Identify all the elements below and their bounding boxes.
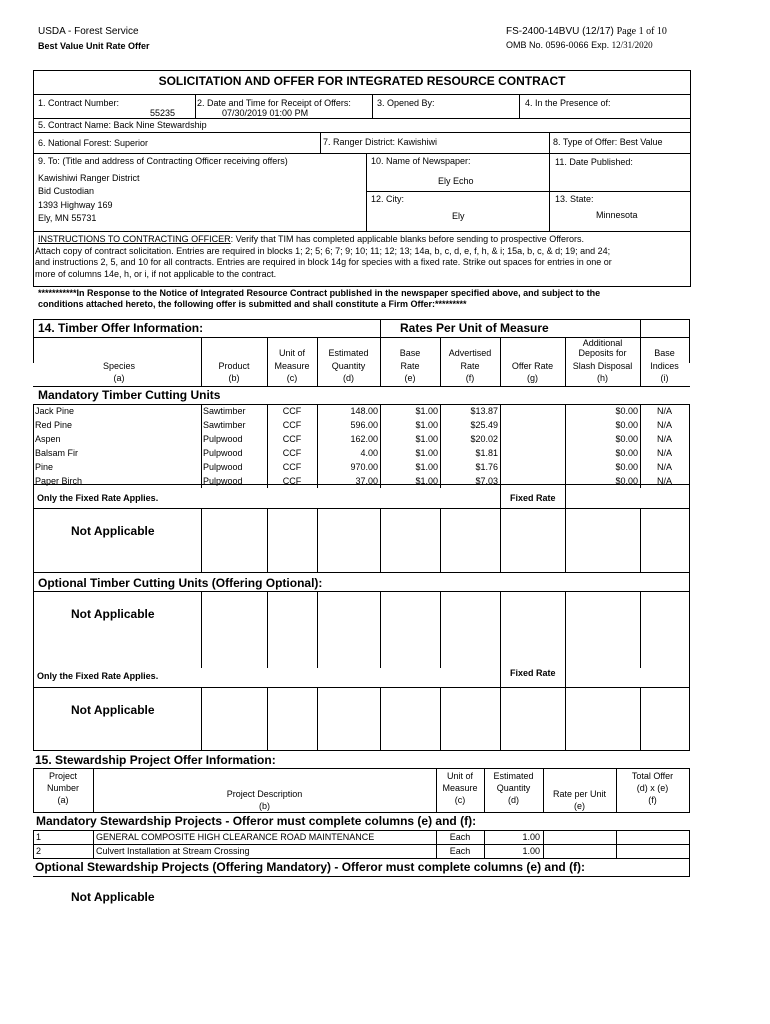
stewardship-col-header-5-l1: Total Offer bbox=[631, 771, 674, 781]
timber-cell: Pulpwood bbox=[203, 462, 243, 472]
timber-cell: N/A bbox=[656, 448, 672, 458]
instructions-line-3: and instructions 2, 5, and 10 for all contracts. Entries are required in block 14g for species with a fixed rate. Strike out spaces for entries in one or bbox=[35, 257, 612, 267]
timber-cell: 148.00 bbox=[350, 406, 378, 416]
timber-cell: $7.03 bbox=[475, 476, 498, 486]
stewardship-col-header-2-l2: Measure bbox=[442, 783, 478, 793]
to-label: 9. To: (Title and address of Contracting Officer receiving offers) bbox=[38, 156, 288, 166]
stewardship-col-header-1-l3: (b) bbox=[259, 801, 270, 811]
stewardship-col-header-1-l2: Project Description bbox=[226, 789, 303, 799]
exp-label: Exp. bbox=[591, 40, 610, 50]
stewardship-cell: GENERAL COMPOSITE HIGH CLEARANCE ROAD MAINTENANCE bbox=[96, 832, 375, 842]
response-line-1: ***********In Response to the Notice of Integrated Resource Contract published in the newspaper specified above, and subject to the bbox=[38, 288, 601, 298]
stewardship-cell: 1.00 bbox=[522, 832, 540, 842]
optional-timber-heading: Optional Timber Cutting Units (Offering Optional): bbox=[38, 576, 323, 590]
timber-cell: CCF bbox=[282, 434, 302, 444]
timber-cell: N/A bbox=[656, 462, 672, 472]
timber-cell: Pulpwood bbox=[203, 476, 243, 486]
timber-cell: $1.00 bbox=[415, 462, 438, 472]
contract-number-label: 1. Contract Number: bbox=[38, 98, 120, 108]
stewardship-col-header-0-l3: (a) bbox=[57, 795, 69, 805]
timber-col-header-0-l2: Species bbox=[102, 361, 136, 371]
mandatory-stewardship-heading: Mandatory Stewardship Projects - Offeror must complete columns (e) and (f): bbox=[36, 814, 477, 828]
presence-label: 4. In the Presence of: bbox=[525, 98, 611, 108]
timber-col-header-8-l1: Base bbox=[654, 348, 675, 358]
timber-cell: N/A bbox=[656, 476, 672, 486]
rates-heading: Rates Per Unit of Measure bbox=[400, 321, 549, 335]
timber-col-header-7-l1: Deposits for bbox=[578, 348, 627, 358]
timber-cell: Pulpwood bbox=[203, 434, 243, 444]
fixed-rate-label-2: Fixed Rate bbox=[510, 668, 556, 678]
stewardship-cell: Each bbox=[449, 832, 471, 842]
instructions-line-1-text: : Verify that TIM has completed applicable blanks before sending to prospective Offerors. bbox=[230, 234, 585, 244]
ranger-district: 7. Ranger District: Kawishiwi bbox=[323, 137, 438, 147]
timber-cell: Red Pine bbox=[35, 420, 73, 430]
timber-col-header-7-l2: Slash Disposal bbox=[572, 361, 633, 371]
timber-col-header-5-l3: (f) bbox=[465, 373, 475, 383]
omb-number bbox=[506, 41, 653, 50]
fixed-rate-applies-1: Only the Fixed Rate Applies. bbox=[37, 493, 159, 503]
stewardship-col-header-0-l1: Project bbox=[48, 771, 77, 781]
timber-cell: $1.00 bbox=[415, 420, 438, 430]
mandatory-timber-heading: Mandatory Timber Cutting Units bbox=[38, 388, 221, 402]
fixed-rate-label-1: Fixed Rate bbox=[510, 493, 556, 503]
timber-cell: Balsam Fir bbox=[35, 448, 79, 458]
form-number-text: FS-2400-14BVU (12/17) bbox=[506, 26, 614, 37]
state-value: Minnesota bbox=[596, 210, 638, 220]
timber-cell: $20.02 bbox=[470, 434, 498, 444]
not-applicable-2: Not Applicable bbox=[71, 607, 155, 621]
timber-col-header-6-l2: Offer Rate bbox=[511, 361, 554, 371]
timber-cell: $1.81 bbox=[475, 448, 498, 458]
timber-cell: Aspen bbox=[35, 434, 61, 444]
timber-col-header-3-l1: Estimated bbox=[328, 348, 369, 358]
timber-cell: 970.00 bbox=[350, 462, 378, 472]
timber-cell: CCF bbox=[282, 448, 302, 458]
timber-col-header-6-l3: (g) bbox=[527, 373, 538, 383]
timber-cell: $0.00 bbox=[615, 420, 638, 430]
timber-cell: CCF bbox=[282, 406, 302, 416]
city-value: Ely bbox=[452, 211, 465, 221]
timber-cell: Pine bbox=[35, 462, 54, 472]
timber-col-header-4-l1: Base bbox=[399, 348, 421, 358]
contract-name: 5. Contract Name: Back Nine Stewardship bbox=[38, 120, 207, 130]
timber-cell: N/A bbox=[656, 420, 672, 430]
exp-date: 12/31/2020 bbox=[611, 40, 653, 50]
timber-col-header-2-l3: (c) bbox=[286, 373, 298, 383]
timber-col-header-7-l0: Additional bbox=[582, 338, 623, 348]
timber-cell: $0.00 bbox=[615, 462, 638, 472]
stewardship-col-header-2-l3: (c) bbox=[454, 795, 466, 805]
timber-col-header-3-l3: (d) bbox=[343, 373, 354, 383]
timber-cell: Sawtimber bbox=[203, 420, 246, 430]
timber-col-header-2-l1: Unit of bbox=[278, 348, 305, 358]
contract-number-value: 55235 bbox=[150, 108, 176, 118]
timber-cell: 37.00 bbox=[355, 476, 378, 486]
form-title: Best Value Unit Rate Offer bbox=[38, 41, 150, 51]
receipt-value: 07/30/2019 01:00 PM bbox=[222, 108, 309, 118]
page-label: Page 1 of 10 bbox=[616, 26, 667, 37]
timber-col-header-4-l2: Rate bbox=[400, 361, 420, 371]
form-number bbox=[506, 27, 667, 37]
timber-cell: $25.49 bbox=[470, 420, 498, 430]
not-applicable-1: Not Applicable bbox=[71, 524, 155, 538]
newspaper-name: Ely Echo bbox=[438, 176, 474, 186]
date-published-label: 11. Date Published: bbox=[555, 157, 633, 167]
timber-cell: CCF bbox=[282, 476, 302, 486]
timber-col-header-0-l3: (a) bbox=[113, 373, 125, 383]
timber-col-header-7-l3: (h) bbox=[597, 373, 608, 383]
timber-cell: Pulpwood bbox=[203, 448, 243, 458]
stewardship-heading: 15. Stewardship Project Offer Information: bbox=[35, 753, 276, 767]
timber-cell: $0.00 bbox=[615, 406, 638, 416]
national-forest: 6. National Forest: Superior bbox=[38, 138, 149, 148]
timber-cell: CCF bbox=[282, 462, 302, 472]
timber-cell: N/A bbox=[656, 406, 672, 416]
stewardship-cell: Culvert Installation at Stream Crossing bbox=[96, 846, 250, 856]
timber-cell: Paper Birch bbox=[35, 476, 83, 486]
stewardship-col-header-2-l1: Unit of bbox=[446, 771, 473, 781]
timber-cell: $13.87 bbox=[470, 406, 498, 416]
address-line-4: Ely, MN 55731 bbox=[38, 213, 97, 223]
not-applicable-3: Not Applicable bbox=[71, 703, 155, 717]
document-title: SOLICITATION AND OFFER FOR INTEGRATED RESOURCE CONTRACT bbox=[158, 74, 566, 88]
stewardship-col-header-0-l2: Number bbox=[46, 783, 79, 793]
timber-cell: CCF bbox=[282, 420, 302, 430]
agency-name: USDA - Forest Service bbox=[38, 26, 139, 37]
timber-col-header-8-l3: (i) bbox=[660, 373, 669, 383]
instructions-line-2: Attach copy of contract solicitation. Entries are required in blocks 1; 2; 5; 6; 7; 9; 10; 11; 12; 13; 14a, b, c, d, e, f, h, & i; 15a, b, c, & d; 19; and 24; bbox=[35, 246, 611, 256]
timber-cell: 596.00 bbox=[350, 420, 378, 430]
timber-cell: Sawtimber bbox=[203, 406, 246, 416]
instructions-line-4: more of columns 14e, h, or i, if not applicable to the contract. bbox=[35, 269, 277, 279]
stewardship-col-header-5-l3: (f) bbox=[648, 795, 657, 805]
opened-by-label: 3. Opened By: bbox=[377, 98, 435, 108]
address-line-1: Kawishiwi Ranger District bbox=[38, 173, 140, 183]
timber-cell: $1.76 bbox=[475, 462, 498, 472]
timber-cell: $1.00 bbox=[415, 448, 438, 458]
stewardship-cell: Each bbox=[449, 846, 471, 856]
stewardship-col-header-4-l3: (e) bbox=[574, 801, 585, 811]
timber-cell: $1.00 bbox=[415, 476, 438, 486]
timber-cell: $1.00 bbox=[415, 406, 438, 416]
newspaper-label: 10. Name of Newspaper: bbox=[371, 156, 471, 166]
timber-col-header-8-l2: Indices bbox=[650, 361, 679, 371]
omb-text: OMB No. 0596-0066 bbox=[506, 40, 589, 50]
state-label: 13. State: bbox=[555, 194, 594, 204]
timber-col-header-5-l2: Rate bbox=[460, 361, 480, 371]
optional-stewardship-heading: Optional Stewardship Projects (Offering Mandatory) - Offeror must complete columns (e) and (f): bbox=[35, 860, 586, 874]
instructions-lead: INSTRUCTIONS TO CONTRACTING OFFICER bbox=[38, 234, 231, 244]
stewardship-cell: 1.00 bbox=[522, 846, 540, 856]
timber-cell: $0.00 bbox=[615, 476, 638, 486]
instructions-line-1 bbox=[38, 235, 584, 244]
timber-col-header-3-l2: Quantity bbox=[331, 361, 366, 371]
address-line-2: Bid Custodian bbox=[38, 186, 95, 196]
timber-col-header-2-l2: Measure bbox=[274, 361, 310, 371]
timber-cell: 4.00 bbox=[360, 448, 378, 458]
timber-cell: $0.00 bbox=[615, 448, 638, 458]
timber-cell: N/A bbox=[656, 434, 672, 444]
city-label: 12. City: bbox=[371, 194, 405, 204]
stewardship-col-header-3-l1: Estimated bbox=[493, 771, 534, 781]
stewardship-col-header-3-l2: Quantity bbox=[496, 783, 531, 793]
timber-col-header-4-l3: (e) bbox=[404, 373, 416, 383]
stewardship-cell: 1 bbox=[36, 832, 42, 842]
offer-type: 8. Type of Offer: Best Value bbox=[553, 137, 663, 147]
timber-cell: 162.00 bbox=[350, 434, 378, 444]
address-line-3: 1393 Highway 169 bbox=[38, 200, 113, 210]
timber-heading: 14. Timber Offer Information: bbox=[38, 321, 204, 335]
timber-col-header-1-l2: Product bbox=[218, 361, 250, 371]
timber-col-header-1-l3: (b) bbox=[228, 373, 240, 383]
stewardship-cell: 2 bbox=[36, 846, 42, 856]
response-line-2: conditions attached hereto, the following offer is submitted and shall constitute a Firm Offer:********* bbox=[38, 299, 467, 309]
fixed-rate-applies-2: Only the Fixed Rate Applies. bbox=[37, 671, 159, 681]
timber-cell: $1.00 bbox=[415, 434, 438, 444]
stewardship-col-header-5-l2: (d) x (e) bbox=[636, 783, 669, 793]
timber-cell: $0.00 bbox=[615, 434, 638, 444]
stewardship-col-header-4-l2: Rate per Unit bbox=[552, 789, 607, 799]
not-applicable-4: Not Applicable bbox=[71, 890, 155, 904]
stewardship-col-header-3-l3: (d) bbox=[508, 795, 519, 805]
timber-cell: Jack Pine bbox=[35, 406, 75, 416]
receipt-label: 2. Date and Time for Receipt of Offers: bbox=[197, 98, 351, 108]
timber-col-header-5-l1: Advertised bbox=[448, 348, 492, 358]
